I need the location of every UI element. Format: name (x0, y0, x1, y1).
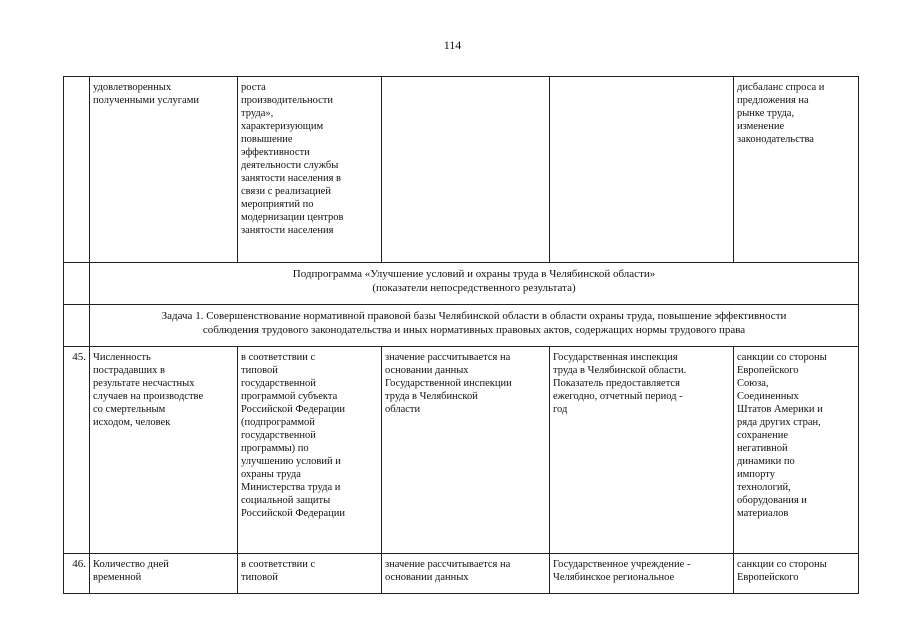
cell-method: роста производительности труда», характеризующим повышение эффективности деятельности службы занятости населения в связи с реализацией мероприятий по модернизации центров занятости населения (238, 77, 382, 263)
table-row-45 (64, 347, 859, 554)
task-heading (90, 305, 859, 347)
cell-source: Государственная инспекция труда в Челябинской области. Показатель предоставляется ежегодно, отчетный период - год (550, 347, 734, 554)
cell-num-empty (64, 263, 90, 305)
table-row-subprogram (64, 263, 859, 305)
cell-num (64, 77, 90, 263)
cell-calculation: значение рассчитывается на основании данных (382, 554, 550, 594)
cell-risks: дисбаланс спроса и предложения на рынке труда, изменение законодательства (734, 77, 859, 263)
cell-num: 46. (64, 554, 90, 594)
cell-method: в соответствии с типовой (238, 554, 382, 594)
table-row-continued (64, 77, 859, 263)
table-row-46 (64, 554, 859, 594)
cell-indicator-name: удовлетворенных полученными услугами (90, 77, 238, 263)
task-title-line1: Задача 1. Совершенствование нормативной правовой базы Челябинской области в области охраны труда, повышение эффективности (161, 310, 787, 322)
cell-num: 45. (64, 347, 90, 554)
cell-num-empty (64, 305, 90, 347)
cell-risks: санкции со стороны Европейского Союза, Соединенных Штатов Америки и ряда других стран, сохранение негативной динамики по импорту технологий, оборудования и материалов (734, 347, 859, 554)
task-title-line2: соблюдения трудового законодательства и иных нормативных правовых актов, содержащих нормы трудового права (202, 324, 746, 336)
cell-source (550, 77, 734, 263)
cell-indicator-name: Количество дней временной (90, 554, 238, 594)
cell-source: Государственное учреждение - Челябинское региональное (550, 554, 734, 594)
table-row-task (64, 305, 859, 347)
indicators-table (63, 76, 859, 594)
cell-method: в соответствии с типовой государственной программой субъекта Российской Федерации (подпрограммой государственной программы) по улучшению условий и охраны труда Министерства труда и социальной защиты Российской Федерации (238, 347, 382, 554)
subprogram-subtitle: (показатели непосредственного результата) (372, 282, 576, 294)
cell-calculation (382, 77, 550, 263)
page-number: 114 (443, 38, 462, 52)
cell-calculation: значение рассчитывается на основании данных Государственной инспекции труда в Челябинской области (382, 347, 550, 554)
cell-indicator-name: Численность пострадавших в результате несчастных случаев на производстве со смертельным исходом, человек (90, 347, 238, 554)
cell-risks: санкции со стороны Европейского (734, 554, 859, 594)
subprogram-heading (90, 263, 859, 305)
subprogram-title: Подпрограмма «Улучшение условий и охраны труда в Челябинской области» (292, 268, 656, 280)
